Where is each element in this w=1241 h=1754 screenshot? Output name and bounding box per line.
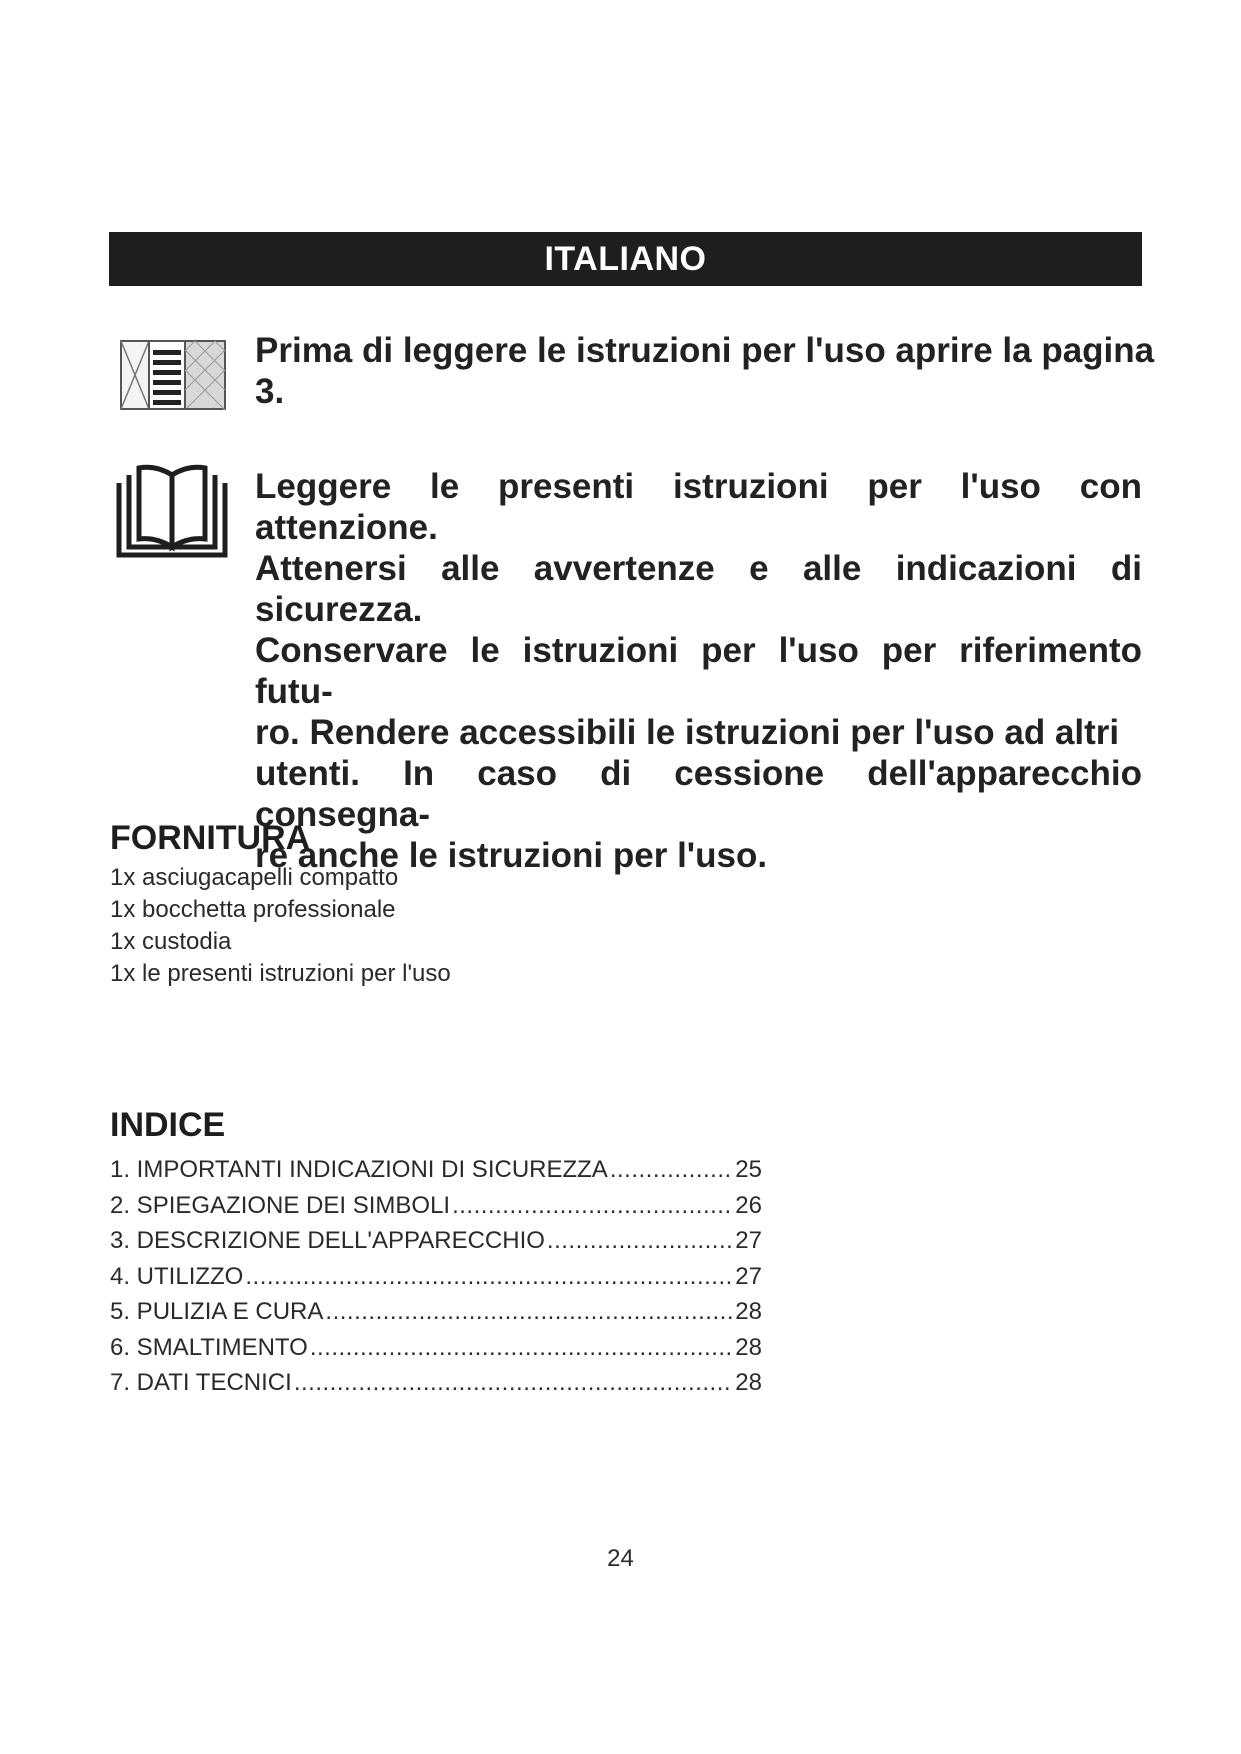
notice-line: utenti. In caso di cessione dell'apparecchio consegna- (255, 754, 1142, 834)
toc-entry-label: 7. DATI TECNICI (110, 1369, 292, 1396)
table-of-contents (110, 1152, 762, 1401)
toc-entry-label: 5. PULIZIA E CURA (110, 1298, 324, 1325)
toc-leader-dots (294, 1365, 733, 1401)
notice-line: Leggere le presenti istruzioni per l'uso con attenzione. (255, 467, 1142, 547)
toc-entry-label: 4. UTILIZZO (110, 1262, 244, 1290)
toc-entry-label: 3. DESCRIZIONE DELL'APPARECCHIO (110, 1227, 545, 1254)
toc-entry (110, 1223, 762, 1259)
toc-entry-page: 28 (735, 1298, 762, 1325)
toc-leader-dots (610, 1152, 733, 1188)
list-item: 1x custodia (110, 928, 232, 955)
toc-entry-page: 28 (735, 1369, 762, 1396)
toc-entry (110, 1152, 762, 1188)
toc-leader-dots (245, 1259, 733, 1295)
list-item: 1x le presenti istruzioni per l'uso (110, 960, 451, 987)
notice-line: re anche le istruzioni per l'uso. (255, 836, 768, 875)
toc-entry-label: 1. IMPORTANTI INDICAZIONI DI SICUREZZA (110, 1156, 608, 1183)
fornitura-heading: FORNITURA (110, 819, 311, 857)
toc-entry-page: 27 (735, 1227, 762, 1254)
read-instructions-notice (255, 466, 1142, 876)
notice-line: ro. Rendere accessibili le istruzioni per l'uso ad altri (255, 713, 1120, 752)
fornitura-list (110, 862, 451, 990)
toc-entry-page: 25 (735, 1156, 762, 1183)
language-banner: ITALIANO (109, 232, 1142, 286)
toc-entry (110, 1259, 762, 1295)
toc-entry-label: 6. SMALTIMENTO (110, 1333, 308, 1361)
list-item: 1x asciugacapelli compatto (110, 864, 399, 891)
notice-line: Conservare le istruzioni per l'uso per riferimento futu- (255, 631, 1142, 711)
open-page-notice: Prima di leggere le istruzioni per l'uso aprire la pagina 3. (255, 331, 1155, 411)
fold-out-page-icon (120, 340, 226, 410)
toc-entry (110, 1188, 762, 1224)
toc-leader-dots (310, 1330, 733, 1366)
toc-leader-dots (547, 1223, 733, 1259)
toc-entry (110, 1330, 762, 1366)
toc-leader-dots (452, 1188, 733, 1224)
list-item: 1x bocchetta professionale (110, 896, 396, 923)
notice-line: Attenersi alle avvertenze e alle indicazioni di sicurezza. (255, 549, 1142, 629)
toc-entry-page: 26 (735, 1191, 762, 1219)
open-book-icon (116, 463, 228, 559)
toc-entry-label: 2. SPIEGAZIONE DEI SIMBOLI (110, 1191, 451, 1219)
indice-heading: INDICE (110, 1106, 226, 1144)
toc-entry (110, 1365, 762, 1401)
toc-entry-page: 28 (735, 1333, 762, 1361)
toc-entry-page: 27 (735, 1262, 762, 1290)
toc-entry (110, 1294, 762, 1330)
page-number: 24 (607, 1545, 634, 1572)
toc-leader-dots (325, 1294, 733, 1330)
